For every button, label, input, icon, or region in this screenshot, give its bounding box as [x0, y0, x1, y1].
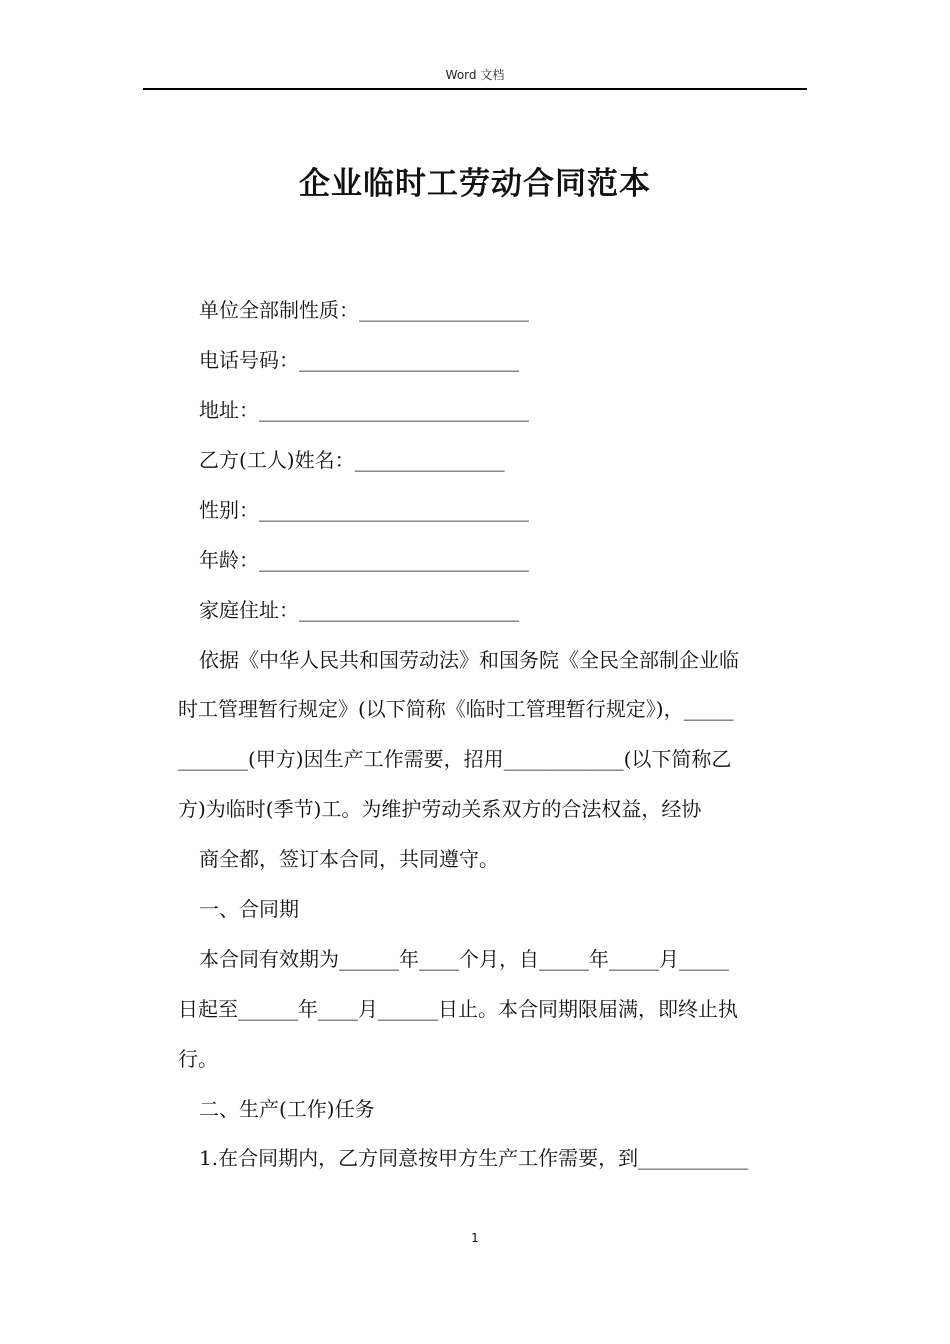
- paragraph-line: 时工管理暂行规定》(以下简称《临时工管理暂行规定》)，_____: [178, 697, 734, 721]
- field-gender: 性别：___________________________: [199, 498, 529, 522]
- field-worker-name: 乙方(工人)姓名：_______________: [199, 448, 505, 472]
- page-number: 1: [471, 1231, 479, 1245]
- paragraph-line: _______(甲方)因生产工作需要，招用____________(以下简称乙: [178, 747, 732, 771]
- paragraph-line: 日起至______年____月______日止。本合同期限届满，即终止执: [178, 997, 738, 1021]
- paragraph-line: 依据《中华人民共和国劳动法》和国务院《全民全部制企业临: [199, 648, 739, 672]
- section-heading: 二、生产(工作)任务: [199, 1097, 375, 1121]
- paragraph-line: 本合同有效期为______年____个月，自_____年_____月_____: [199, 947, 729, 971]
- field-age: 年龄：___________________________: [199, 548, 529, 572]
- page-header: Word 文档: [143, 66, 807, 90]
- paragraph-line: 1.在合同期内，乙方同意按甲方生产工作需要，到___________: [199, 1146, 749, 1170]
- paragraph-line: 行。: [178, 1047, 218, 1071]
- document-title: 企业临时工劳动合同范本: [299, 166, 651, 202]
- field-home-address: 家庭住址：______________________: [199, 598, 519, 622]
- field-unit-ownership: 单位全部制性质：_________________: [199, 298, 529, 322]
- section-heading: 一、合同期: [199, 897, 299, 921]
- field-phone: 电话号码：______________________: [199, 348, 519, 372]
- paragraph-line: 方)为临时(季节)工。为维护劳动关系双方的合法权益，经协: [178, 797, 702, 821]
- field-address: 地址：___________________________: [199, 398, 529, 422]
- paragraph-line: 商全都，签订本合同，共同遵守。: [199, 847, 499, 871]
